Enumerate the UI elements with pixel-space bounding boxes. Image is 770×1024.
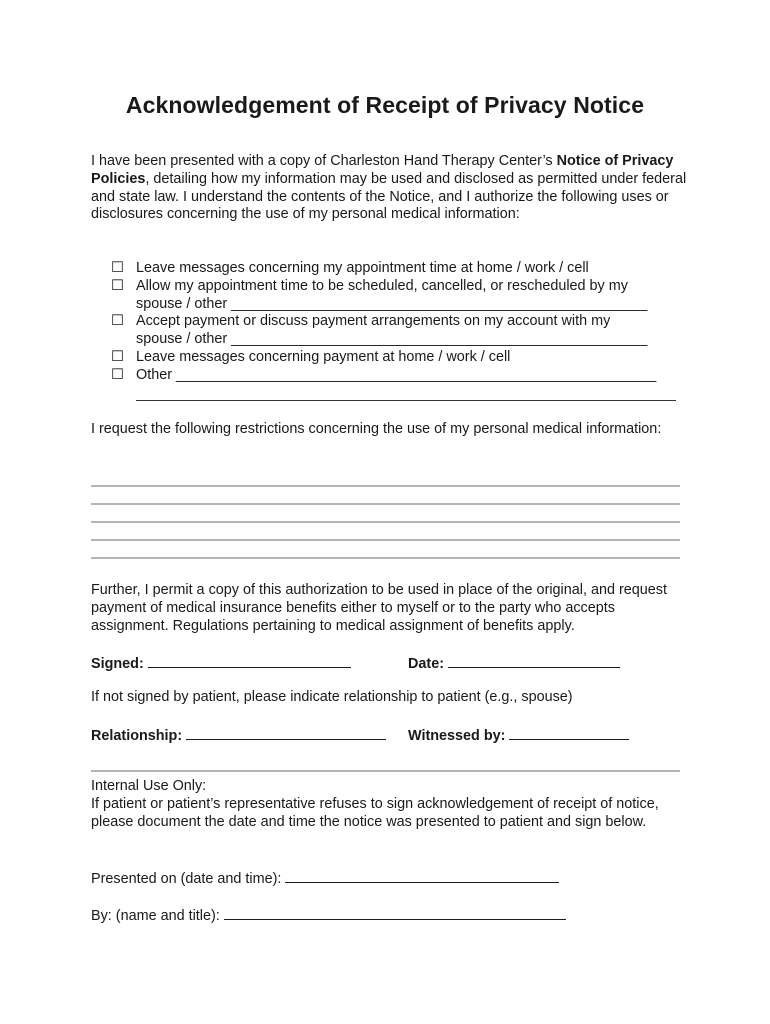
option-label: Allow my appointment time to be scheduled, cancelled, or rescheduled by my: [136, 277, 628, 294]
witnessed-field[interactable]: [509, 725, 629, 740]
internal-text: If patient or patient’s representative refuses to sign acknowledgement of receipt of notice, please document the date and time the notice was presented to patient and sign below.: [91, 796, 659, 830]
signed-row: [91, 653, 351, 672]
option-label: Leave messages concerning payment at home / work / cell: [136, 348, 511, 365]
option-label: Leave messages concerning my appointment time at home / work / cell: [136, 260, 589, 276]
option-other: [111, 367, 691, 385]
option-payment-arrangements: [111, 313, 691, 349]
signed-label: Signed:: [91, 656, 144, 672]
option-fill-line[interactable]: spouse / other ____________________________________________________: [136, 295, 648, 312]
intro-paragraph: [91, 153, 691, 224]
intro-text-part2: , detailing how my information may be used and disclosed as permitted under federal and state law. I understand the contents of the Notice, and I authorize the following uses or disclosures concerning the use of my personal medical information:: [91, 170, 687, 223]
restriction-line-5[interactable]: [91, 557, 680, 559]
internal-divider: [91, 770, 680, 772]
intro-text-part1: I have been presented with a copy of Charleston Hand Therapy Center’s: [91, 153, 557, 169]
checkbox[interactable]: ☐: [111, 313, 124, 330]
authorization-options: [111, 260, 691, 385]
intro-bold-text: Notice of Privacy Policies: [91, 153, 674, 187]
by-label: By: (name and title):: [91, 908, 220, 924]
presented-row: [91, 868, 559, 887]
other-continuation-line[interactable]: [136, 400, 676, 401]
witnessed-label: Witnessed by:: [408, 728, 506, 744]
option-schedule-by-other: [111, 278, 691, 314]
date-row: [408, 653, 620, 672]
by-field[interactable]: [224, 905, 566, 920]
option-leave-appointment-messages: [111, 260, 691, 278]
witnessed-row: [408, 725, 629, 744]
option-leave-payment-messages: [111, 349, 691, 367]
by-row: [91, 905, 566, 924]
not-signed-text: If not signed by patient, please indicate relationship to patient (e.g., spouse): [91, 689, 573, 705]
option-label: Accept payment or discuss payment arrangements on my account with my: [136, 313, 611, 330]
restriction-line-3[interactable]: [91, 521, 680, 523]
checkbox[interactable]: ☐: [111, 277, 124, 294]
restriction-line-1[interactable]: [91, 485, 680, 487]
signed-field[interactable]: [148, 653, 351, 668]
presented-label: Presented on (date and time):: [91, 871, 282, 887]
option-label[interactable]: Other ____________________________________________________________: [136, 366, 657, 383]
checkbox[interactable]: ☐: [111, 366, 124, 383]
option-fill-line[interactable]: spouse / other ____________________________________________________: [136, 331, 648, 348]
restrictions-text: I request the following restrictions concerning the use of my personal medical information:: [91, 421, 662, 437]
further-authorization-text: Further, I permit a copy of this authorization to be used in place of the original, and request payment of medical insurance benefits either to myself or to the party who accepts assignment. Regulations pertaining to medical assignment of benefits apply.: [91, 582, 667, 634]
date-field[interactable]: [448, 653, 620, 668]
internal-heading: Internal Use Only:: [91, 778, 207, 794]
relationship-label: Relationship:: [91, 728, 183, 744]
relationship-row: [91, 725, 386, 744]
restriction-line-4[interactable]: [91, 539, 680, 541]
checkbox[interactable]: ☐: [111, 348, 124, 365]
presented-field[interactable]: [285, 868, 559, 883]
checkbox[interactable]: ☐: [111, 260, 124, 276]
document-title: Acknowledgement of Receipt of Privacy Notice: [125, 92, 645, 118]
relationship-field[interactable]: [186, 725, 386, 740]
restriction-line-2[interactable]: [91, 503, 680, 505]
date-label: Date:: [408, 656, 444, 672]
